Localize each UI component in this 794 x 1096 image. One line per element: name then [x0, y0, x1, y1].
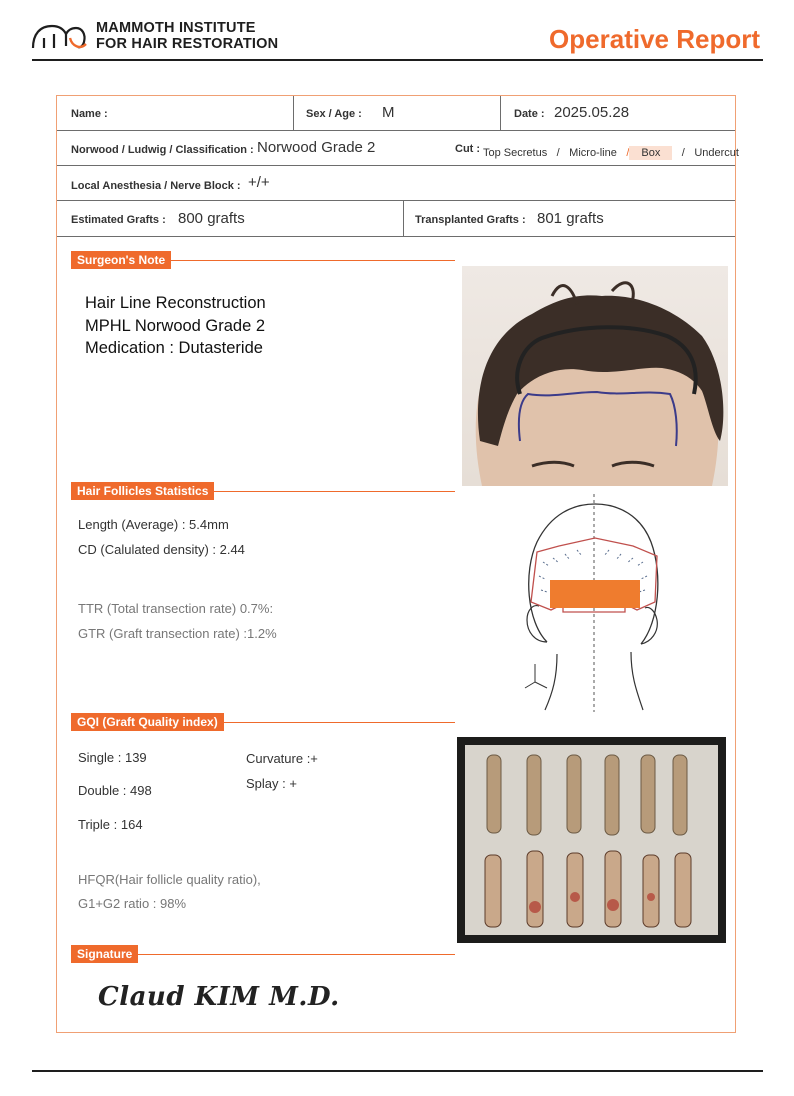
note-line: Medication : Dutasteride: [85, 339, 263, 357]
patient-face-illustration: [462, 266, 728, 486]
graft-samples-illustration: [457, 737, 726, 943]
divider: [403, 201, 404, 236]
sex-age-label: Sex / Age :: [306, 108, 362, 120]
surgeons-note-title: Surgeon's Note: [71, 251, 171, 269]
surgeon-signature: Claud KIM M.D.: [98, 982, 340, 1012]
cut-option-micro-line: Micro-line: [569, 147, 617, 159]
transplanted-grafts-value: 801 grafts: [537, 210, 604, 227]
anesthesia-value: +/+: [248, 174, 270, 191]
date-label: Date :: [514, 108, 545, 120]
gqi-hfqr-value: G1+G2 ratio : 98%: [78, 896, 187, 911]
cut-separator: /: [681, 147, 685, 159]
row-anesthesia: [57, 166, 735, 201]
stat-length: Length (Average) : 5.4mm: [78, 517, 229, 532]
estimated-grafts-label: Estimated Grafts :: [71, 214, 166, 226]
gqi-double: Double : 498: [78, 783, 152, 798]
classification-label: Norwood / Ludwig / Classification :: [71, 144, 254, 156]
transplanted-grafts-label: Transplanted Grafts :: [415, 214, 526, 226]
section-underline: [168, 260, 455, 261]
graft-samples-photo: [457, 737, 726, 943]
mammoth-logo-icon: [30, 20, 90, 52]
gqi-triple: Triple : 164: [78, 817, 143, 832]
gqi-hfqr-label: HFQR(Hair follicle quality ratio),: [78, 872, 261, 887]
gqi-splay: Splay : +: [246, 776, 297, 791]
org-name-line2: FOR HAIR RESTORATION: [96, 36, 279, 52]
donor-area-head-diagram: [515, 492, 665, 714]
patient-hairline-photo: [462, 266, 728, 486]
cut-separator: /: [556, 147, 560, 159]
stat-ttr: TTR (Total transection rate) 0.7%:: [78, 601, 274, 616]
signature-title: Signature: [71, 945, 138, 963]
section-underline: [138, 954, 455, 955]
cut-options: [483, 143, 739, 161]
gqi-title: GQI (Graft Quality index): [71, 713, 224, 731]
section-underline: [210, 491, 455, 492]
stat-gtr: GTR (Graft transection rate) :1.2%: [78, 626, 277, 641]
org-name: [96, 20, 278, 52]
cut-separator: /: [626, 147, 630, 159]
follicle-stats-title: Hair Follicles Statistics: [71, 482, 214, 500]
cut-option-undercut: Undercut: [694, 147, 739, 159]
cut-label: Cut :: [455, 143, 481, 155]
section-underline: [220, 722, 455, 723]
anesthesia-label: Local Anesthesia / Nerve Block :: [71, 180, 241, 192]
cut-option-box-selected: Box: [629, 146, 672, 160]
name-label: Name :: [71, 108, 108, 120]
note-line: MPHL Norwood Grade 2: [85, 316, 266, 335]
row-classification: [57, 131, 739, 166]
estimated-grafts-value: 800 grafts: [178, 210, 245, 227]
footer-rule: [32, 1070, 763, 1072]
stat-cd: CD (Calulated density) : 2.44: [78, 542, 245, 557]
note-line: Hair Line Reconstruction: [85, 294, 266, 312]
cut-option-top-secretus: Top Secretus: [483, 147, 548, 159]
org-name-line1: MAMMOTH INSTITUTE: [96, 20, 256, 36]
classification-value: Norwood Grade 2: [257, 139, 376, 156]
date-value: 2025.05.28: [554, 104, 630, 121]
divider: [293, 96, 294, 130]
sex-age-value: M: [382, 104, 395, 121]
gqi-single: Single : 139: [78, 750, 147, 765]
divider: [500, 96, 501, 130]
surgeons-note-text: [85, 292, 266, 360]
gqi-curvature: Curvature :+: [246, 751, 318, 766]
header-rule: [32, 59, 763, 61]
row-grafts: [57, 201, 735, 237]
report-title: Operative Report: [549, 24, 760, 54]
row-name-sex-date: [57, 96, 735, 131]
